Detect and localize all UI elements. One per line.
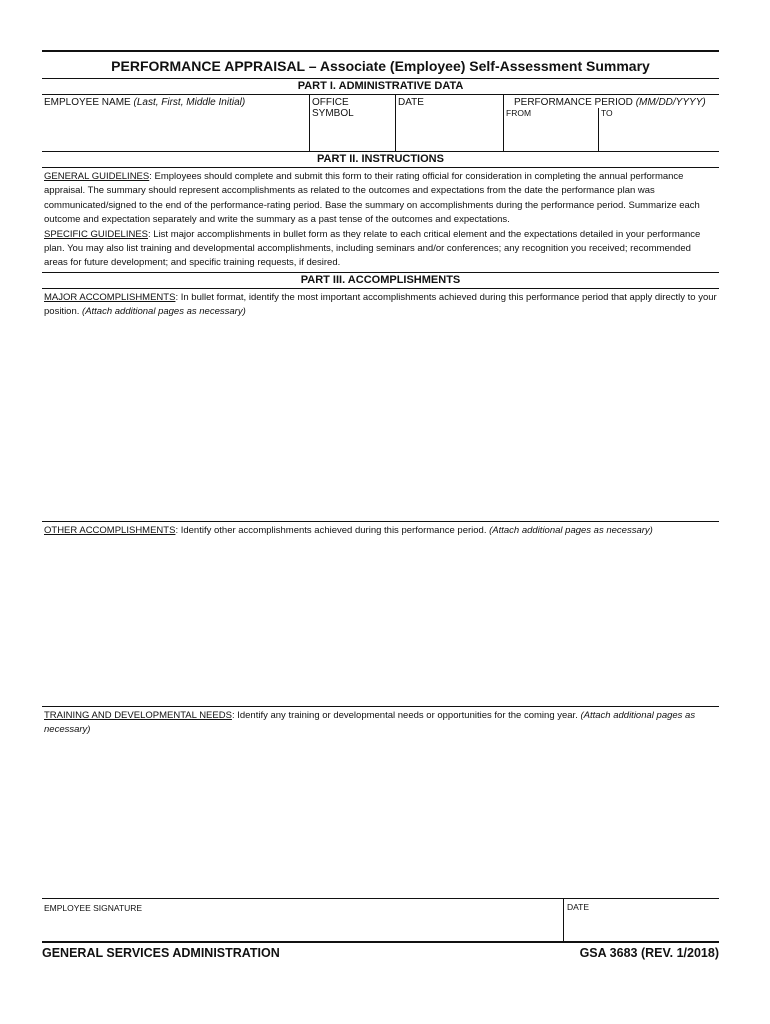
period-to-field[interactable] — [599, 108, 719, 151]
form-title: PERFORMANCE APPRAISAL – Associate (Employee) Self-Assessment Summary — [111, 58, 650, 74]
training-needs-note: (Attach additional pages as necessary) — [44, 709, 696, 736]
form-footer — [42, 943, 719, 960]
office-symbol-field[interactable] — [310, 95, 396, 151]
signature-date-field[interactable] — [564, 899, 719, 941]
training-needs-label: TRAINING AND DEVELOPMENTAL NEEDS — [44, 709, 232, 721]
specific-guidelines-text: List major accomplishments in bullet form as they relate to each critical element and the expectations detailed in your performance plan. You may also list training and developmental accomplishments, including seminars and/or conferences; any recognition you received; recommended areas for future development; and specific training requests, if desired. — [44, 228, 701, 269]
performance-period-hint: (MM/DD/YYYY) — [635, 97, 706, 108]
performance-period-field — [504, 95, 719, 151]
major-accomplishments-label: MAJOR ACCOMPLISHMENTS — [44, 291, 176, 303]
signature-row — [42, 899, 719, 941]
other-accomplishments-field[interactable]: OTHER ACCOMPLISHMENTS: Identify other accomplishments achieved during this performance period. (Attach additional pages as necessary) — [44, 524, 653, 536]
other-accomplishments-label: OTHER ACCOMPLISHMENTS — [44, 524, 176, 536]
part3-heading: PART III. ACCOMPLISHMENTS — [300, 273, 461, 286]
employee-name-hint: (Last, First, Middle Initial) — [133, 97, 246, 108]
period-from-label: FROM — [506, 108, 532, 118]
performance-period-label: PERFORMANCE PERIOD — [514, 97, 633, 108]
specific-guidelines-label: SPECIFIC GUIDELINES — [44, 228, 148, 240]
instructions-text: GENERAL GUIDELINES: Employees should complete and submit this form to their rating official for consideration in completing the annual performance appraisal. The summary should represent accomplishments as related to the outcomes and expectations from the date the performance plan was communicated/signed to the end of the performance-rating period. Base the summary on accomplishments during the performance period. Summarize each outcome and expectation separately and write the summary as a past tense of the outcomes and expectations. SPECIFIC GUIDELINES: List major accomplishments in bullet form as they relate to each critical element and the expectations detailed in your performance plan. You may also list training and developmental accomplishments, including seminars and/or conferences; any recognition you received; recommended areas for future development; and specific training requests, if desired. — [44, 171, 701, 269]
part1-heading: PART I. ADMINISTRATIVE DATA — [297, 80, 464, 92]
form-number: GSA 3683 (REV. 1/2018) — [579, 945, 719, 960]
training-needs-text: Identify any training or developmental needs or opportunities for the coming year. — [234, 709, 581, 721]
period-to-label: TO — [601, 108, 613, 118]
part2-heading: PART II. INSTRUCTIONS — [317, 153, 444, 165]
other-accomplishments-text: Identify other accomplishments achieved during this performance period. — [178, 524, 490, 536]
appraisal-form — [42, 50, 719, 960]
other-accomplishments-note: (Attach additional pages as necessary) — [489, 524, 653, 536]
training-needs-field[interactable]: TRAINING AND DEVELOPMENTAL NEEDS: Identify any training or developmental needs or opportunities for the coming year. (Attach additional pages as necessary) — [44, 709, 696, 736]
administrative-data-row — [42, 95, 719, 151]
general-guidelines-label: GENERAL GUIDELINES — [44, 171, 150, 182]
period-from-field[interactable] — [504, 108, 599, 151]
major-accomplishments-field[interactable]: MAJOR ACCOMPLISHMENTS: In bullet format, identify the most important accomplishments achieved during this performance period that apply directly to your position. (Attach additional pages as necessary) — [44, 291, 717, 318]
employee-name-label: EMPLOYEE NAME — [44, 97, 131, 108]
employee-signature-label: EMPLOYEE SIGNATURE — [44, 902, 143, 913]
employee-signature-field[interactable] — [42, 899, 564, 941]
signature-date-label: DATE — [567, 901, 590, 912]
agency-name: GENERAL SERVICES ADMINISTRATION — [42, 945, 280, 960]
date-field[interactable] — [396, 95, 504, 151]
date-label: DATE — [398, 97, 424, 108]
general-guidelines-text: Employees should complete and submit this form to their rating official for consideration in completing the annual performance appraisal. The summary should represent accomplishments as related to the outcomes and expectations from the date the performance plan was communicated/signed to the end of the performance-rating period. Base the summary on accomplishments during the performance period. Summarize each outcome and expectation separately and write the summary as a past tense of the outcomes and expectations. — [44, 171, 700, 226]
major-accomplishments-note: (Attach additional pages as necessary) — [82, 306, 246, 318]
office-symbol-label: OFFICE SYMBOL — [312, 97, 354, 119]
major-accomplishments-text: In bullet format, identify the most important accomplishments achieved during this performance period that apply directly to your position. — [44, 291, 717, 318]
employee-name-field[interactable] — [42, 95, 310, 151]
